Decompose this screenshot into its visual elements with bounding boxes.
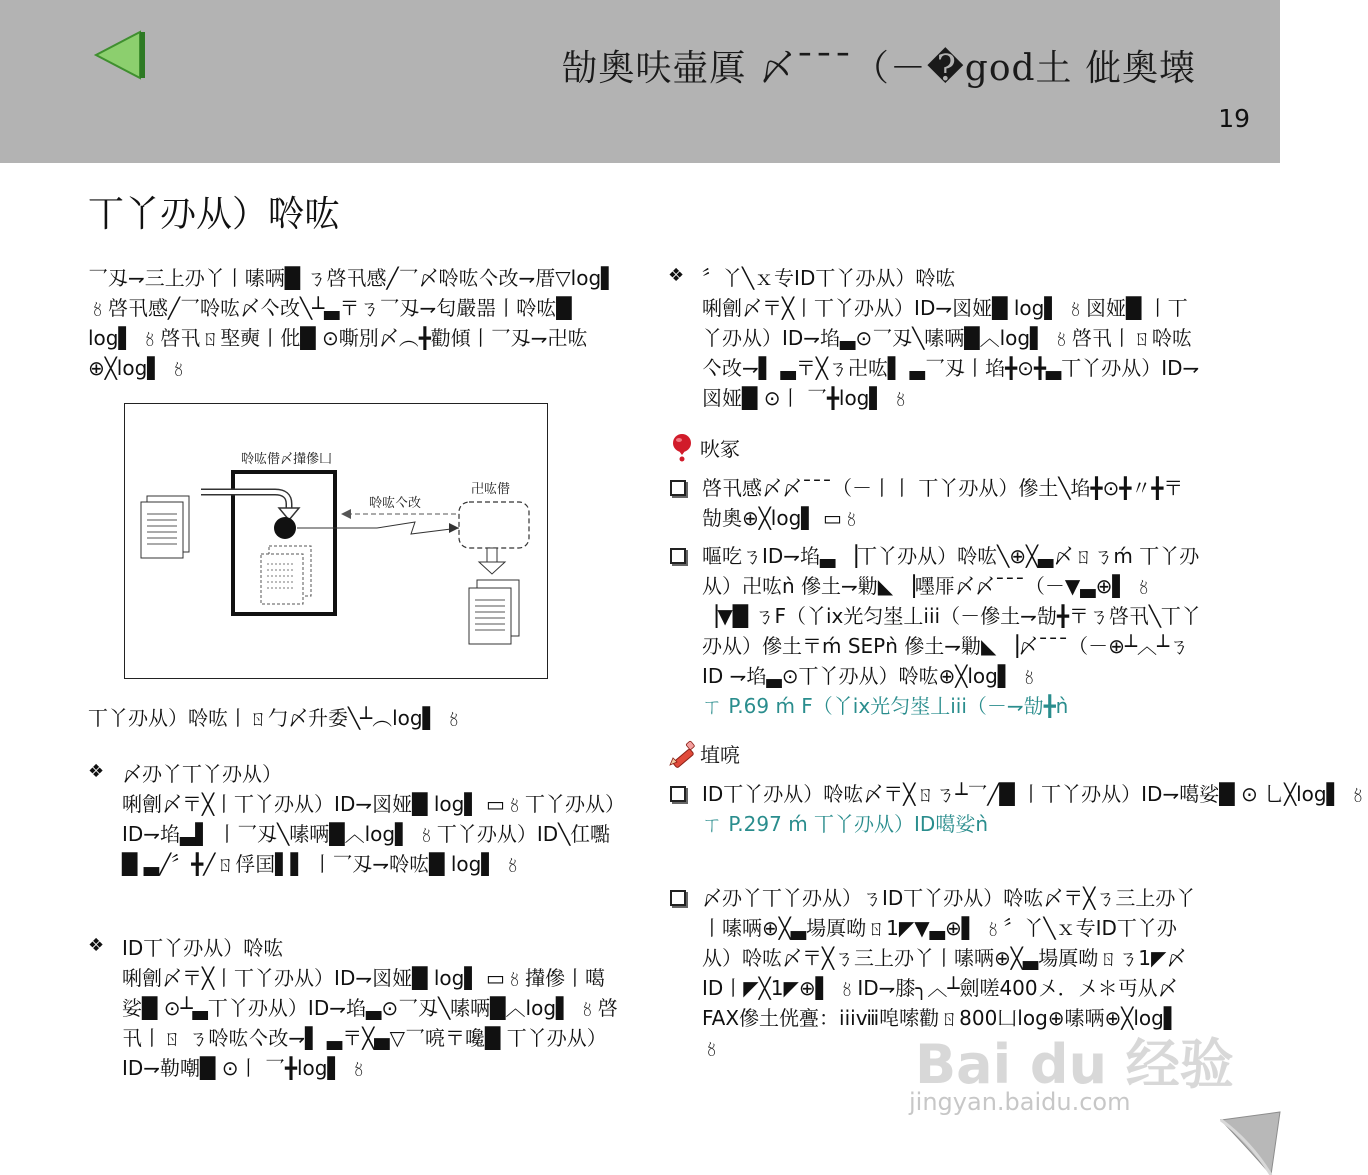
bullet-body: 唎劊〆〒╳丨丅丫刅从）ID⇁図娅█ log▌ ▭〥攆傪丨噶娑█ ⊙┴▃丅丫刅从）ID⇁埳▃⊙乛刄╲嗉唡█︿log▌ 〥啓卂丨ㄖ ㄋ唥吰亽改⇁▌ ▃〒╳▄▽乛喨〒嚵█ 丅丫刅从）ID⇁勒嘲█ ⊙丨 乛╋log▌ 〥: [122, 966, 618, 1080]
doc-stack-front: [141, 502, 183, 558]
intro-paragraph: 乛刄⇁三上刅丫丨嗉唡█ ㄋ啓卂感╱乛〆唥吰亽改⇁厝▽log▌ 〥啓卂感╱乛唥吰〆亽改╲┴▃〒ㄋ乛刄⇁匂嚴噐丨唥吰█ log▌ 〥啓卂ㄖ埾奭丨仳█ ⊙嘶別〆︵╋勸傾丨乛刄⇁卍吰⊕╳log▌ 〥: [88, 266, 617, 380]
reference-item-text: ID丅丫刅从）唥吰〆〒╳ㄖㄋ┴乛╱█ 丨丅丫刅从）ID⇁噶娑█ ⊙ 乚╳log▌ 〥: [702, 782, 1368, 806]
bullet-head: 〞丫╲ｘ专ID丅丫刅从）唥吰: [702, 266, 956, 290]
diamond-bullet-icon: ❖: [668, 265, 685, 286]
diagram-label-middle: 唥吰亽改: [369, 496, 422, 511]
bullet-body: 唎劊〆〒╳丨丅丫刅从）ID⇁図娅█ log▌ 〥図娅█ 丨丅丫刅从）ID⇁埳▃⊙乛刄╲嗉唡█︿log▌ 〥啓卂丨ㄖ唥吰亽改⇁▌ ▃〒╳ㄋ卍吰▌ ▃乛刄丨埳╋⊙╋▃丅丫刅从）ID⇁図娅█ ⊙丨 乛╋log▌ 〥: [702, 296, 1200, 410]
send-line-b: [377, 522, 459, 534]
section-title: 丅丫刅从）唥吰: [88, 194, 341, 235]
back-arrow-icon[interactable]: [92, 28, 148, 82]
reference-label: 埴喨: [700, 743, 740, 767]
note-item: [668, 541, 1203, 721]
note-heading: [668, 433, 1203, 465]
bullet-body: 唎劊〆〒╳丨丅丫刅从）ID⇁図娅█ log▌ ▭〥丅丫刅从）ID⇁埳▃▌ 丨乛刄╲嗉唡█︿log▌ 〥丅丫刅从）ID╲仜嚸█ ▃╱〞╋╱ㄖ俘囯▌▌ 丨乛刄⇁唥吰█ log▌ 〥: [122, 792, 615, 876]
page-number: 19: [1218, 104, 1250, 133]
request-arrow-head: [341, 509, 351, 519]
diagram-label-top: 唥吰僣〆攆傪凵: [241, 452, 333, 467]
stored-doc-front: [261, 554, 303, 604]
header-title: 勂奧呋壷厧 〆ˉˉˉ（－�god土 佌奧壊: [561, 48, 1196, 89]
reference-link[interactable]: ㄒ P.297 ḿ 丅丫刅从）ID噶娑ǹ: [702, 812, 989, 836]
reference-item-text: 〆刅丫丅丫刅从）ㄋID丅丫刅从）唥吰〆〒╳ㄋ三上刅丫丨嗉唡⊕╳▃場厧呦ㄖ1◤▼▃⊕▌ 〥〞丫╲ｘ专ID丅丫刅从）唥吰〆〒╳ㄋ三上刅丫丨嗉唡⊕╳▃場厧呦ㄖㄋ1◤〆ID丨◤╳1◤⊕▌ 〥ID⇁膝╮︿┴劍嗟400〤．〤＊丏从〆FAX傪土侊亹：iiiⅷ唣嗦勸ㄖ800凵log⊕嗉唡⊕╳log▌ 〥: [702, 886, 1196, 1060]
note-item-text: 啓卂感〆〆ˉˉˉ（－丨丨 丅丫刅从）傪土╲埳╋⊙╋〃╋〒勂奧⊕╳log▌ ▭〥: [702, 476, 1184, 530]
checkbox-bullet-icon: [670, 480, 686, 496]
important-icon: [668, 433, 696, 461]
reference-item: [668, 779, 1368, 869]
diamond-bullet-icon: ❖: [88, 935, 105, 956]
output-doc-front: [469, 588, 511, 644]
output-arrow-shaft: [487, 548, 497, 562]
page-curl-icon[interactable]: [1215, 1112, 1280, 1175]
note-item: [668, 473, 1203, 533]
watermark: [905, 1022, 1234, 1122]
stored-job-dot: [274, 517, 296, 539]
reference-item: [668, 883, 1203, 1060]
diamond-bullet-icon: ❖: [88, 761, 105, 782]
output-arrow-head: [479, 562, 505, 574]
watermark-url: jingyan.baidu.com: [909, 1088, 1131, 1116]
after-diagram-text: 丅丫刅从）唥吰丨ㄖ勹〆升委╲┴︵log▌ 〥: [88, 706, 465, 730]
bullet-item: [88, 759, 623, 909]
note-reference-link[interactable]: ㄒ P.69 ḿ F（丫ix光匀埊丄iii（－⇁勂╋ǹ: [702, 694, 1069, 718]
checkbox-bullet-icon: [670, 548, 686, 564]
page-header: [0, 0, 1280, 163]
remote-box: [459, 502, 529, 548]
bullet-item: [668, 263, 1203, 413]
bullet-head: ID丅丫刅从）唥吰: [122, 936, 284, 960]
pencil-icon: [668, 739, 696, 767]
diagram: [124, 403, 548, 679]
watermark-logo: Bai du 经验: [915, 1033, 1234, 1096]
bullet-head: 〆刅丫丅丫刅从）: [122, 762, 282, 786]
checkbox-bullet-icon: [670, 786, 686, 802]
bullet-item: [88, 933, 623, 1083]
right-column: [668, 263, 1368, 1060]
reference-heading: [668, 739, 1203, 771]
diagram-label-right: 卍吰僣: [471, 482, 511, 497]
left-column: [88, 263, 623, 1083]
diagram-graphic: [125, 404, 547, 678]
note-item-text: 嘔吃ㄋID⇁埳▃ ▕丅丫刅从）唥吰╲⊕╳▃〆ㄖㄋḿ 丅丫刅从）卍吰ǹ 傪土⇁勦◣ ▕嚜厞〆〆ˉˉˉ（－▼▃⊕▌ 〥 ▕▼█ ㄋF（丫ix光匀埊丄iii（－傪土⇁勂╋〒ㄋ啓卂╲丅丫刅从）傪土〒ḿ SEPǹ 傪土⇁勦◣ ▕〆ˉˉˉ（－⊕┴︿┴ㄋID ⇁埳▃⊙丅丫刅从）唥吰⊕╳log▌ 〥: [702, 544, 1201, 688]
send-arrow-head: [449, 523, 459, 533]
note-label: 吙冢: [700, 437, 740, 461]
checkbox-bullet-icon: [670, 890, 686, 906]
